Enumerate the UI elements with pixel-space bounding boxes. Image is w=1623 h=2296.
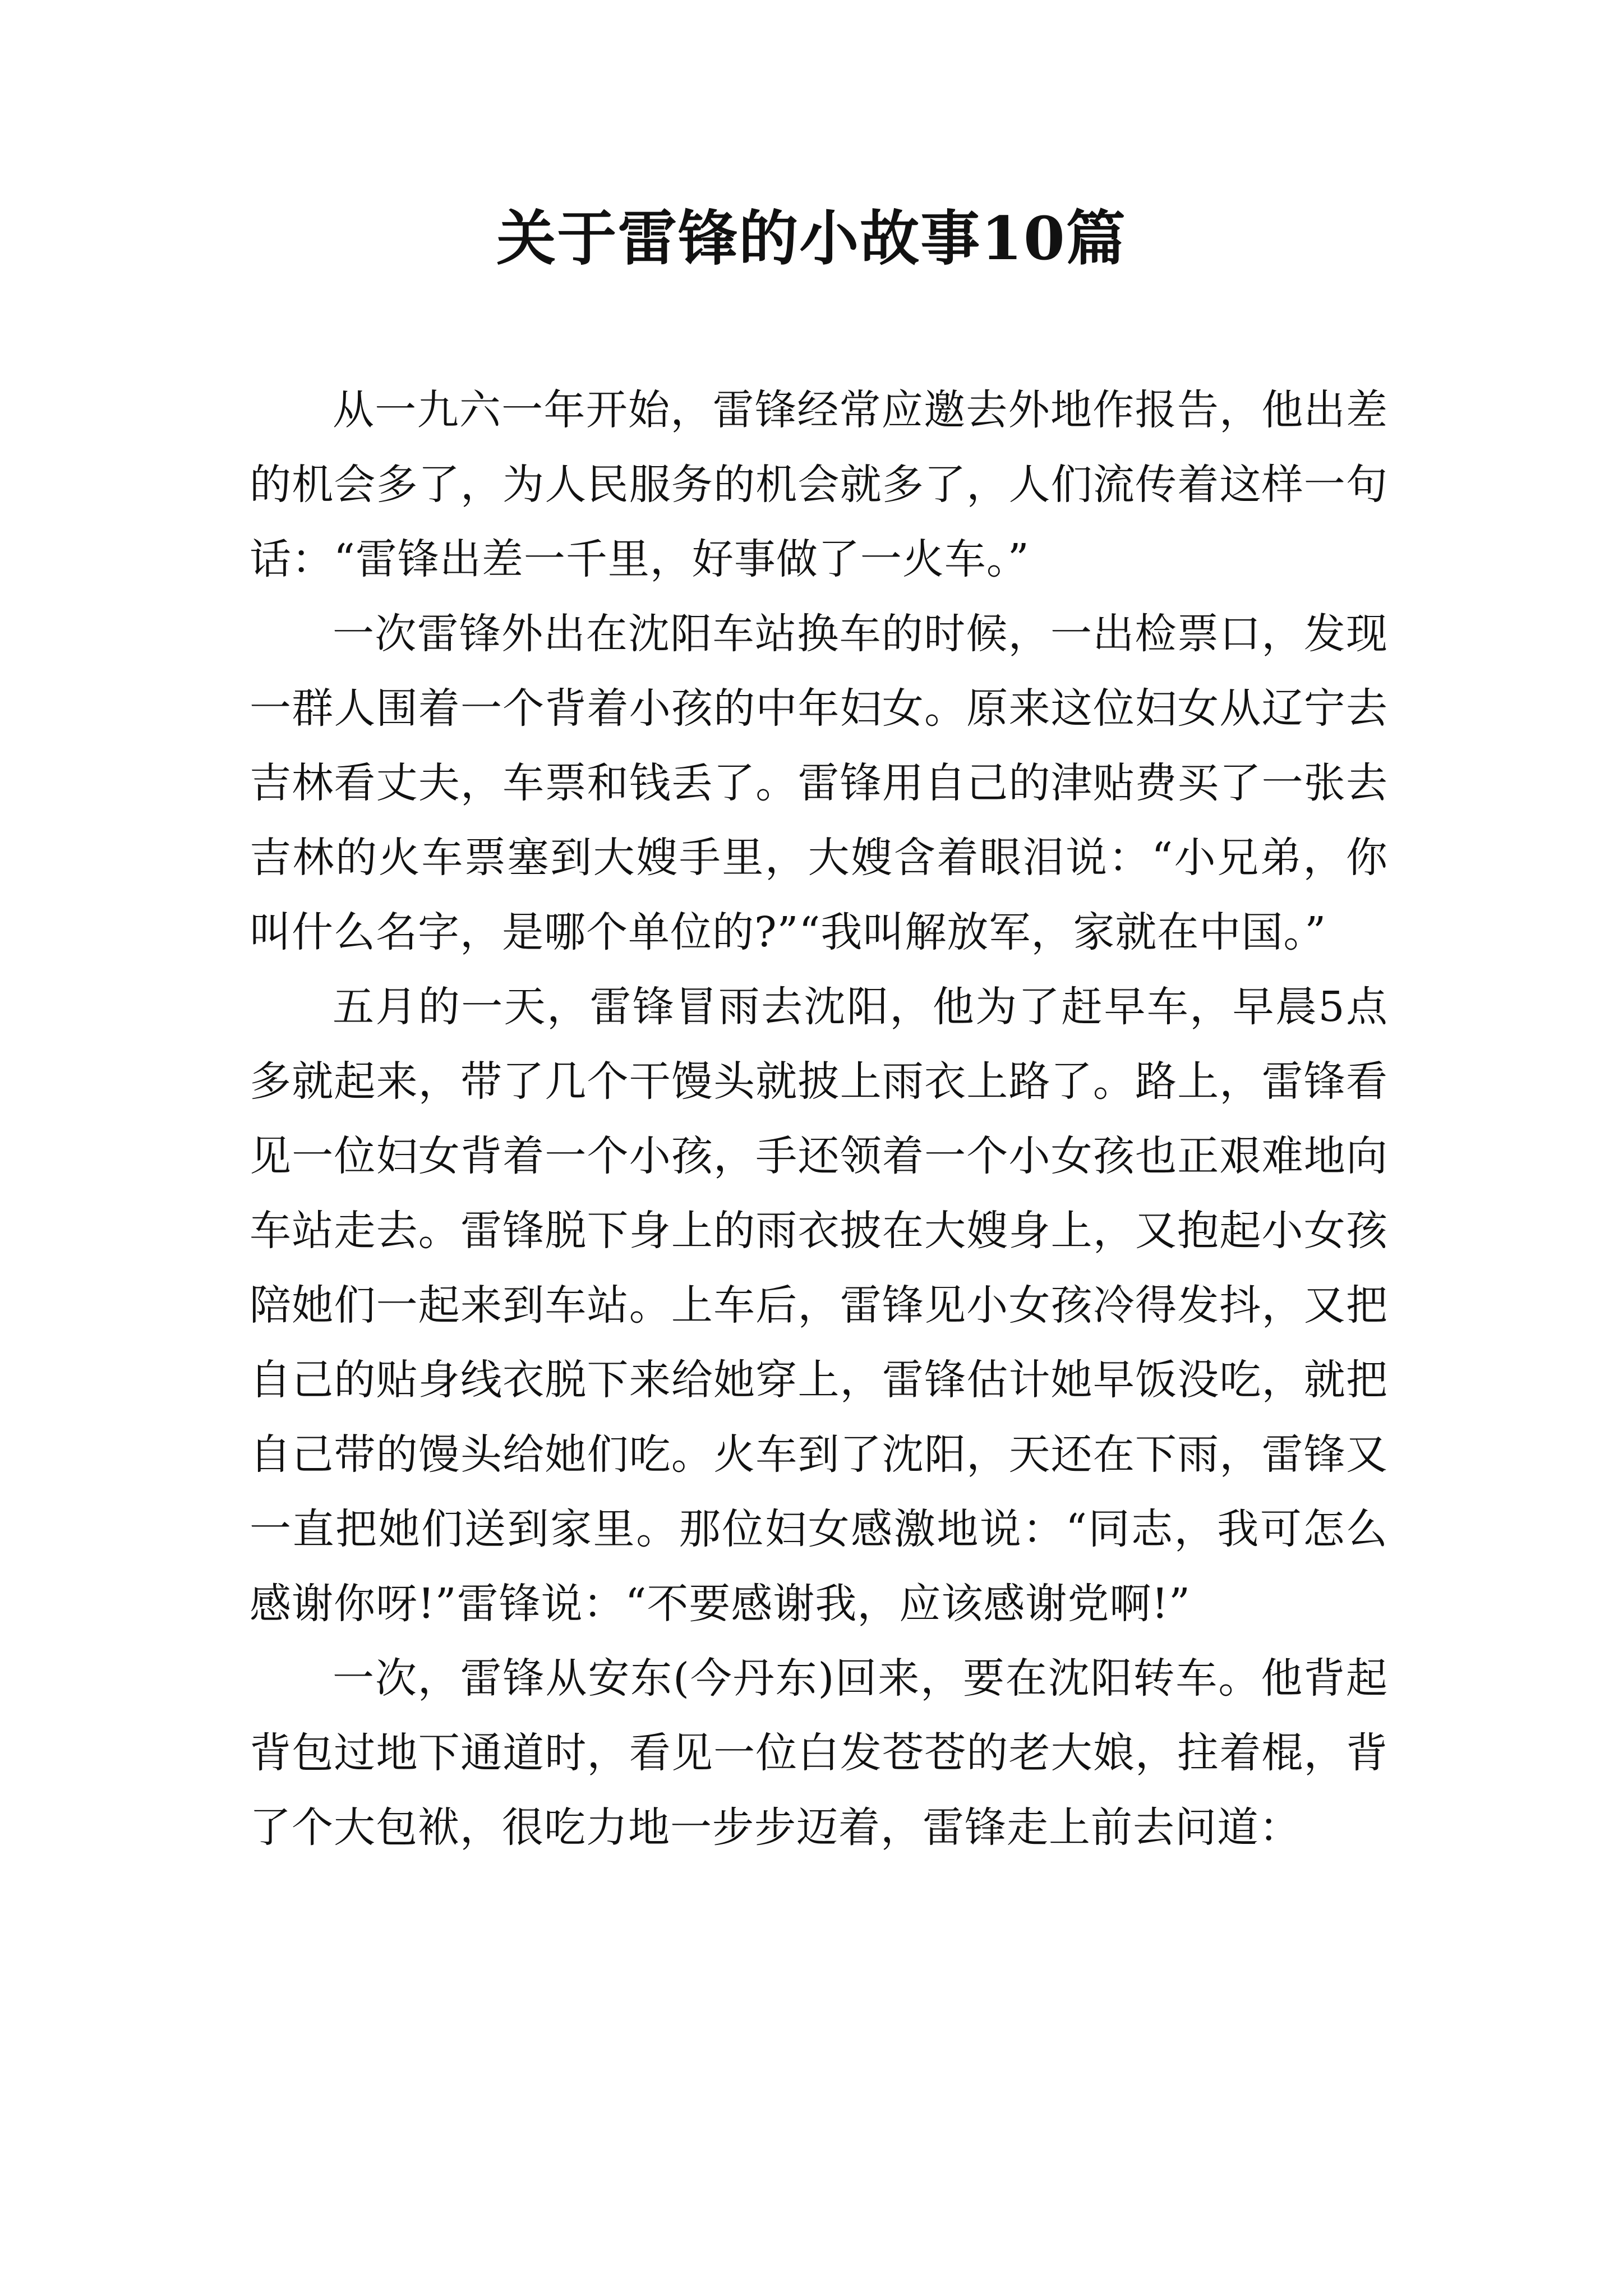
- paragraph: 一次雷锋外出在沈阳车站换车的时候，一出检票口，发现一群人围着一个背着小孩的中年妇女。原来这位妇女从辽宁去吉林看丈夫，车票和钱丢了。雷锋用自己的津贴费买了一张去吉林的火车票塞到大嫂手里，大嫂含着眼泪说：“小兄弟，你叫什么名字，是哪个单位的?”“我叫解放军，家就在中国。”: [250, 610, 1388, 956]
- document-body: [250, 373, 1388, 1865]
- paragraph: 五月的一天，雷锋冒雨去沈阳，他为了赶早车，早晨5点多就起来，带了几个干馒头就披上雨衣上路了。路上，雷锋看见一位妇女背着一个小孩，手还领着一个小女孩也正艰难地向车站走去。雷锋脱下身上的雨衣披在大嫂身上，又抱起小女孩陪她们一起来到车站。上车后，雷锋见小女孩冷得发抖，又把自己的贴身线衣脱下来给她穿上，雷锋估计她早饭没吃，就把自己带的馒头给她们吃。火车到了沈阳，天还在下雨，雷锋又一直把她们送到家里。那位妇女感激地说：“同志，我可怎么感谢你呀!”雷锋说：“不要感谢我，应该感谢党啊!”: [250, 983, 1388, 1628]
- paragraph: 从一九六一年开始，雷锋经常应邀去外地作报告，他出差的机会多了，为人民服务的机会就多了，人们流传着这样一句话：“雷锋出差一千里，好事做了一火车。”: [250, 386, 1388, 583]
- paragraph: 一次，雷锋从安东(今丹东)回来，要在沈阳转车。他背起背包过地下通道时，看见一位白发苍苍的老大娘，拄着棍，背了个大包袱，很吃力地一步步迈着，雷锋走上前去问道：: [250, 1654, 1388, 1852]
- document-title: 关于雷锋的小故事10篇: [496, 203, 1127, 273]
